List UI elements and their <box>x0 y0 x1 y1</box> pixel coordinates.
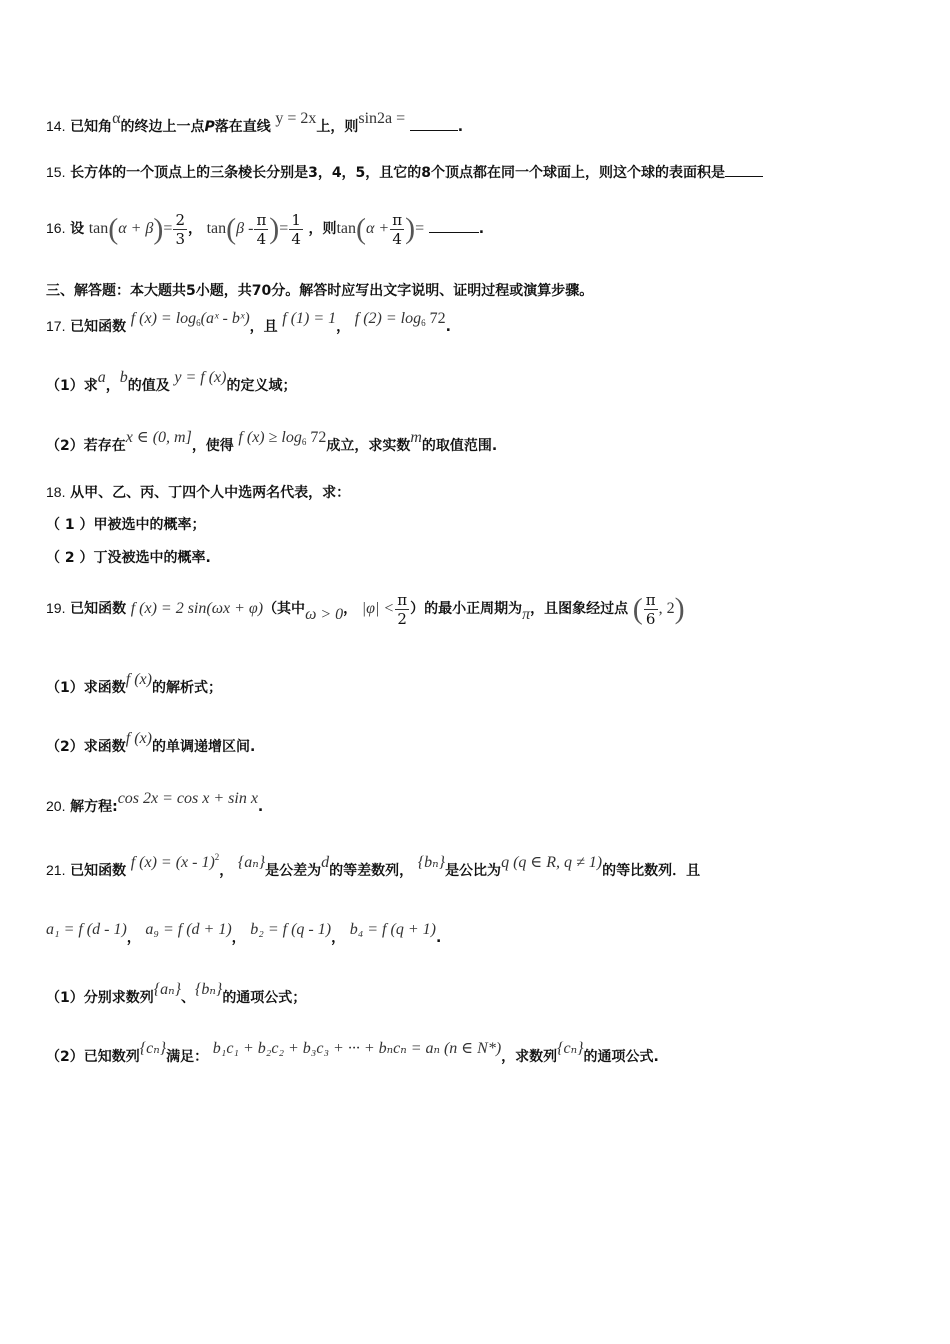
math-sum-equation: b₁c₁ + b₂c₂ + b₃c₃ + ··· + bₙcₙ = aₙ (n ∈ N*) <box>212 1040 502 1057</box>
question-18-part-1: （ 1 ）甲被选中的概率； <box>46 517 206 533</box>
math-equation: cos 2x = cos x + sin x <box>117 790 258 807</box>
question-21-conditions: a₁ = f (d - 1)， a₉ = f (d + 1)， b₂ = f (q - 1)， b₄ = f (q + 1). <box>46 921 442 946</box>
question-text: 长方体的一个顶点上的三条棱长分别是3，4，5，且它的8个顶点都在同一个球面上，则这个球的表面积是 <box>70 165 726 181</box>
question-17-part-1: （1）求a，b的值及 y = f (x)的定义域； <box>46 369 297 394</box>
math-interval: x ∈ (0, m] <box>125 429 192 446</box>
fraction: $\frac{2}{3}$ <box>175 210 185 248</box>
math-ratio: q (q ∈ R, q ≠ 1) <box>501 854 603 871</box>
math-alpha: α <box>112 110 121 127</box>
math-tan-target: tan(α + <box>336 212 390 246</box>
answer-blank[interactable] <box>429 232 479 233</box>
math-condition: f (1) = 1 <box>282 310 337 327</box>
fraction: $\frac{\pi}{6}$ <box>645 590 656 628</box>
question-21-part-1: （1）分别求数列{aₙ}、{bₙ}的通项公式； <box>46 981 307 1006</box>
math-condition: a₉ = f (d + 1) <box>145 921 232 938</box>
fraction: $\frac{\pi}{4}$ <box>256 210 267 248</box>
math-condition: b₄ = f (q + 1) <box>349 921 436 938</box>
question-16: 16. 设 tan(α + β)= $\frac{2}{3}$ ， tan(β - $\frac{\pi}{4}$ )= $\frac{1}{4}$ ，则tan(α + $\frac{\pi}{4}$ )= . <box>46 210 485 248</box>
fraction: $\frac{\pi}{4}$ <box>392 210 403 248</box>
math-function: f (x) <box>125 730 152 747</box>
math-condition: a₁ = f (d - 1) <box>46 921 127 938</box>
math-tan-diff: tan(β - <box>206 212 254 246</box>
math-condition: f $(2) = \log_6 72$ <box>354 310 446 328</box>
math-function: y = f (x) <box>174 369 227 386</box>
math-line-equation: y = 2x <box>275 110 317 127</box>
question-number: 17. <box>46 318 66 334</box>
question-number: 18. <box>46 484 66 500</box>
question-17: 17. 已知函数 f $(x) = \log_6(aˣ$ - bˣ)，且 f (1) = 1， f $(2) = \log_6 72$. <box>46 310 451 335</box>
section-heading: 三、解答题：本大题共5小题，共70分。解答时应写出文字说明、证明过程或演算步骤。 <box>46 283 594 299</box>
question-15 <box>46 162 763 183</box>
question-21-part-2: （2）已知数列{cₙ}满足： b₁c₁ + b₂c₂ + b₃c₃ + ··· + bₙcₙ = aₙ (n ∈ N*)，求数列{cₙ}的通项公式. <box>46 1040 659 1065</box>
question-18: 18. 从甲、乙、丙、丁四个人中选两名代表，求： <box>46 484 351 501</box>
question-19-part-2: （2）求函数f (x)的单调递增区间. <box>46 730 256 755</box>
question-20: 20. 解方程:cos 2x = cos x + sin x. <box>46 790 264 815</box>
math-tan-sum: tan(α + β)= <box>88 212 173 246</box>
question-19: 19. 已知函数 f (x) = 2 sin(ωx + φ)（其中ω > 0， |φ| < $\frac{\pi}{2}$ ）的最小正周期为π，且图象经过点 ( $\frac{\pi}{6}$ , 2) <box>46 590 685 628</box>
math-function-def: f $(x) = \log_6(aˣ$ - bˣ) <box>130 310 250 328</box>
answer-blank[interactable] <box>725 176 763 177</box>
fraction: $\frac{\pi}{2}$ <box>397 590 408 628</box>
question-number: 20. <box>46 798 66 814</box>
math-expression: sin2a = <box>358 110 406 127</box>
question-18-part-2: （ 2 ）丁没被选中的概率. <box>46 550 211 566</box>
math-point: ( <box>632 592 643 626</box>
question-number: 19. <box>46 600 66 616</box>
question-21: 21. 已知函数 f (x) = (x - 1)$^2$， {aₙ}是公差为d的等差数列， {bₙ}是公比为q (q ∈ R, q ≠ 1)的等比数列．且 <box>46 855 700 881</box>
question-number: 15. <box>46 164 66 180</box>
math-sequence-b: {bₙ} <box>417 854 446 871</box>
question-number: 21. <box>46 862 66 878</box>
question-19-part-1: （1）求函数f (x)的解析式； <box>46 671 222 696</box>
fraction: $\frac{1}{4}$ <box>291 210 301 248</box>
question-14: 14. 已知角α的终边上一点P落在直线 y = 2x上，则sin2a = . <box>46 110 464 135</box>
question-number: 16. <box>46 220 66 236</box>
math-inequality: f $(x) \ge \log_6 72$ <box>238 429 327 447</box>
question-number: 14. <box>46 118 66 134</box>
math-condition: b₂ = f (q - 1) <box>250 921 332 938</box>
math-function-def: f (x) = 2 sin(ωx + φ) <box>130 600 264 617</box>
question-17-part-2: （2）若存在x ∈ (0, m]，使得 f $(x) \ge \log_6 72$成立，求实数m的取值范围. <box>46 429 498 454</box>
math-function: f (x) <box>125 671 152 688</box>
math-sequence-a: {aₙ} <box>237 854 266 871</box>
answer-blank[interactable] <box>410 130 458 131</box>
math-function-def: f (x) = (x - 1)$^2$ <box>130 852 220 871</box>
